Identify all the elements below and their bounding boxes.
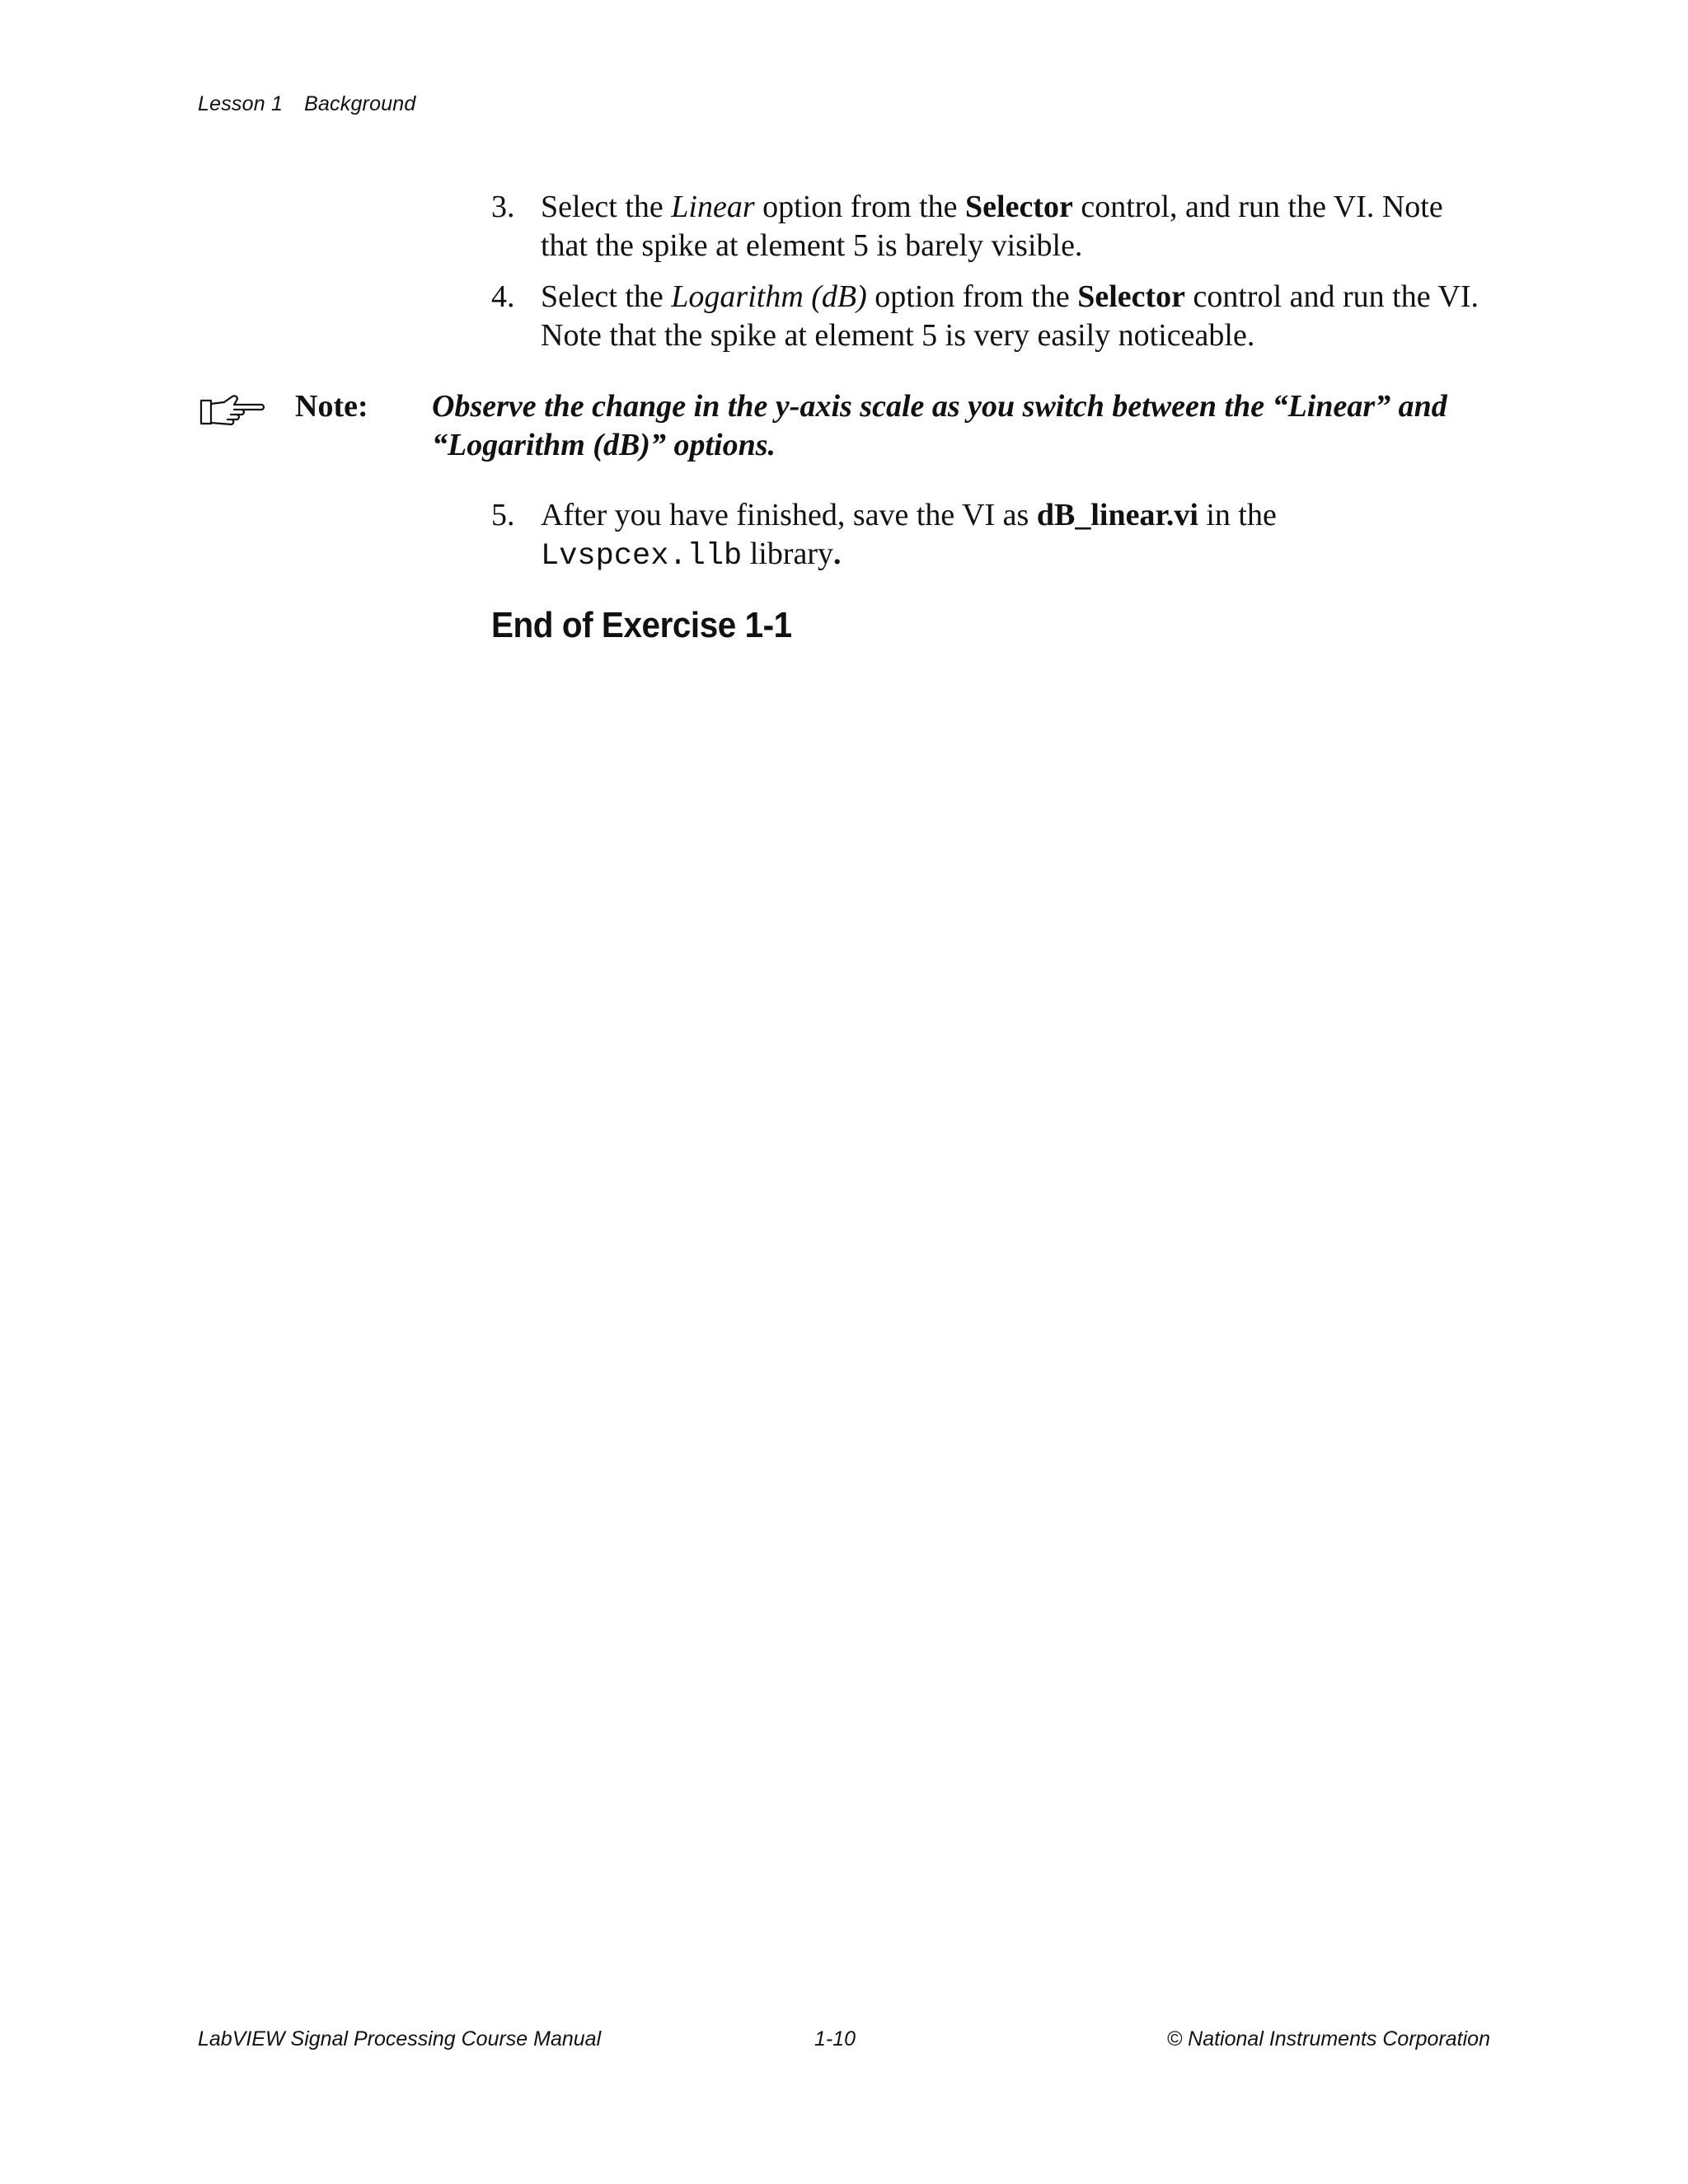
step-text: After you have finished, save the VI as (541, 498, 1037, 532)
step-body (541, 278, 1497, 355)
step-text: Select the (541, 190, 672, 224)
step-number: 5. (491, 498, 515, 532)
option-name: Linear (671, 190, 755, 224)
step-period: . (833, 537, 842, 571)
note-label: Note: (295, 389, 368, 424)
step-text: control and run the VI. Note that the spike at element 5 is very easily noticeable. (541, 279, 1479, 353)
control-name: Selector (965, 190, 1073, 224)
library-name: Lvspcex.llb (541, 539, 743, 574)
footer-copyright: © National Instruments Corporation (1166, 2027, 1490, 2050)
step-text: in the (1198, 498, 1277, 532)
step-text: control, and run the VI. Note that the spike at element 5 is barely visible. (541, 190, 1443, 263)
option-name: Logarithm (dB) (671, 279, 867, 314)
file-name: dB_linear.vi (1036, 498, 1198, 532)
step-body (541, 188, 1497, 265)
step-5 (491, 496, 1497, 576)
step-text: option from the (754, 190, 966, 224)
pointing-hand-icon (199, 392, 267, 429)
footer-page-number: 1-10 (814, 2027, 856, 2050)
control-name: Selector (1077, 279, 1185, 314)
step-text: Select the (541, 279, 672, 314)
step-number: 3. (491, 190, 515, 224)
note-text: Observe the change in the y-axis scale as you switch between the “Linear” and “Logarithm (dB)” options. (432, 389, 1447, 462)
step-3 (491, 188, 1497, 265)
step-4 (491, 278, 1497, 355)
step-body (541, 496, 1497, 576)
running-header (198, 92, 416, 116)
header-lesson: Lesson 1 (198, 92, 284, 115)
end-of-exercise-heading: End of Exercise 1-1 (491, 605, 792, 645)
header-section: Background (304, 92, 416, 115)
footer-manual-title: LabVIEW Signal Processing Course Manual (198, 2027, 602, 2050)
step-text: option from the (866, 279, 1078, 314)
step-text: library (742, 537, 834, 571)
step-number: 4. (491, 279, 515, 314)
